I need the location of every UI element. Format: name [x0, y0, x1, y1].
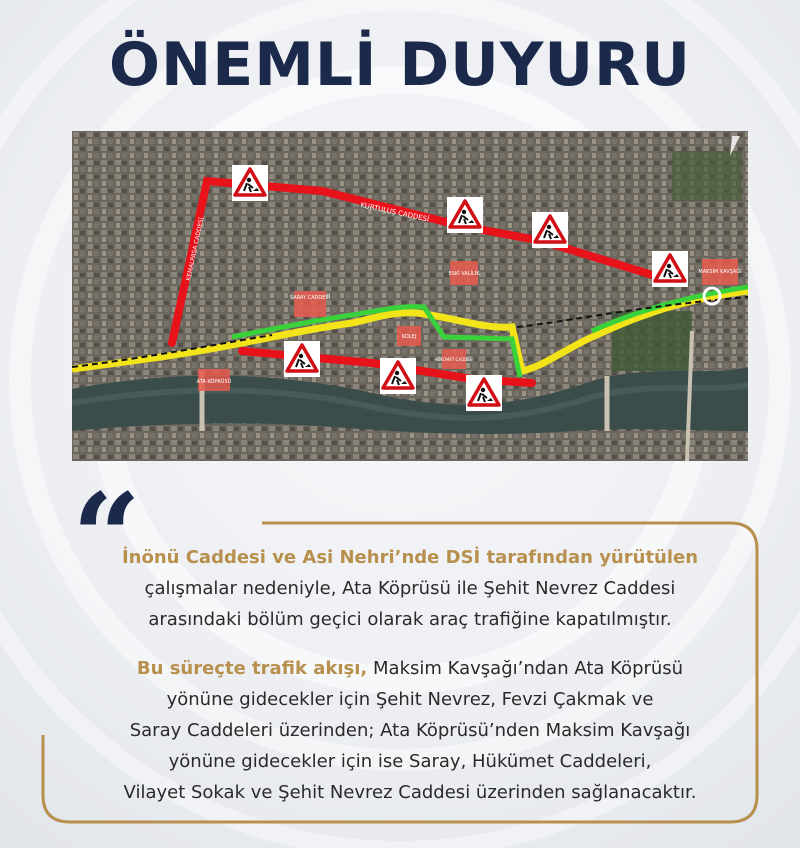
page-title: ÖNEMLİ DUYURU [109, 30, 691, 100]
kemalpasa-label: KEMALPAŞA CADDESİ [185, 216, 206, 282]
quote-mark-icon: “ [72, 467, 142, 608]
announcement-text [60, 542, 760, 808]
kurtulus-label: KURTULUŞ CADDESİ [359, 201, 430, 224]
road-works-sign-icon [232, 165, 268, 201]
p2-highlight: Bu süreçte trafik akışı, [136, 658, 368, 679]
maksim-label: MAKSİM KAVŞAĞI [698, 269, 742, 275]
road-works-sign-icon [447, 197, 483, 233]
p2-line1-rest: Maksim Kavşağı’ndan Ata Köprüsü [367, 658, 684, 679]
p1-highlight: İnönü Caddesi ve Asi Nehri’nde DSİ tarafından yürütülen [121, 547, 699, 568]
eski-valilik-label: ESKİ VALİLİK [448, 271, 480, 277]
traffic-map [72, 131, 748, 461]
kolej-label: KOLEJ [401, 334, 417, 340]
road-works-sign-icon [532, 212, 568, 248]
p2-line5: Vilayet Sokak ve Şehit Nevrez Caddesi üzerinden sağlanacaktır. [123, 782, 697, 803]
hukumet-label: HÜKÜMET CADDESİ [434, 357, 474, 362]
p1-line2: çalışmalar nedeniyle, Ata Köprüsü ile Şehit Nevrez Caddesi [144, 578, 676, 599]
p2-line2: yönüne gidecekler için Şehit Nevrez, Fevzi Çakmak ve [166, 689, 654, 710]
p2-line3: Saray Caddeleri üzerinden; Ata Köprüsü’nden Maksim Kavşağı [129, 720, 691, 741]
road-works-sign-icon [466, 375, 502, 411]
road-works-sign-icon [284, 341, 320, 377]
road-works-sign-icon [380, 358, 416, 394]
p1-line3: arasındaki bölüm geçici olarak araç trafiğine kapatılmıştır. [148, 609, 672, 630]
map-drawing [72, 131, 748, 461]
ata-label: ATA KÖPRÜSÜ [196, 379, 232, 385]
saray-label: SARAY CADDESİ [289, 295, 331, 301]
road-works-sign-icon [652, 251, 688, 287]
p2-line4: yönüne gidecekler için ise Saray, Hükümet Caddeleri, [168, 751, 652, 772]
